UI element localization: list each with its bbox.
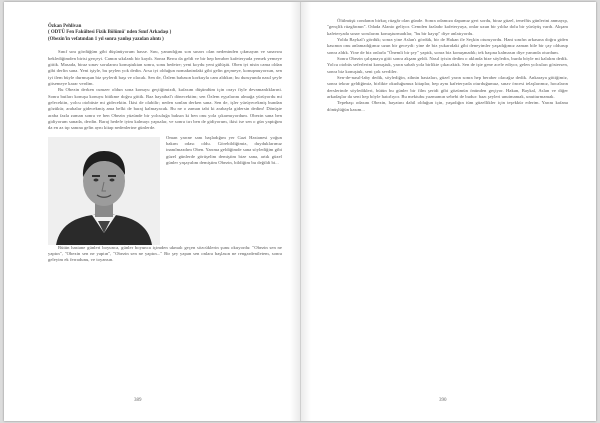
paragraph: Ölülmüşü condanın birkaç rüzgâr olan günde. Sonra odamıza dapamız geri sordu, biraz güzel, teneffüs günlerini anmayıp, "gençlik rüzgârının". Odada Alanio geliyor. Cemden fazladır kafeteryaya, onlar uzun bir yıldız dolu bir yürüyüş vardı. Akşam kafeteryada sınav sorularını konuşturmadılar, "bu bir kayıp" diye anlatıyordu. bbox=[327, 18, 568, 36]
wrap-text bbox=[166, 135, 282, 245]
article-header bbox=[48, 24, 282, 43]
book-spread bbox=[4, 2, 596, 421]
gutter-shadow bbox=[290, 2, 300, 421]
paragraph: Sonra Obezin çalışmaya gitti sonra akşam geldi. Nasıl iyisin dedim o aklında bize söyledin, burda böyle mi kalalım dedik. Yolcu otobüs seferlerini konuştuk, yarın sabah yola birlikte çıkacaktık. Sen de işte gene acele ediyor, gelen yolcuları göstersen, sonra biz konuştuk, seni çok sevdiler. bbox=[327, 56, 568, 74]
gutter-shadow bbox=[301, 2, 311, 421]
paragraph: Sen-de-nasıl-laby dedik, söylediğin, zihnin hastaları, güzel yarın sonra hep beraber olacağız dedik. Ankaraya gittiğimiz, sonra tekrar geldiğimiz, birlikte okuduğumuz kitaplar, hep aynı kafeteryada oturduğumuz, sınav öncesi telaşlarımız, hocaların derslerinde söyledikleri, bütün bu günler bir film şeridi gibi gözümün önünden geçiyor. Hakan, Baykal, Aslan ve diğer arkadaşlar da seni hep böyle hatırlıyor. Bu mektubu yazmamın sebebi de budur: bazı şeyleri unutmamak, unutturmamak. bbox=[327, 75, 568, 100]
paragraph: Yolda Baykal'ı gördük; sonra yine Aslan'ı gördük, bir de Hakan ile Seçkin oturuyordu. Hani sınıfın arkasına doğru giden kasımın onu anlamadığımız uzun bir geceydi: yine de biz yukarıdaki gibi deneyimler yaşadığımız zaman bile bir çay oldurup sonra aldık. Yine de biz onlarla "Önemli bir şey" yaptık, sonra biz konuşmadık; tek başına kalmasın diye yanında oturdum. bbox=[327, 37, 568, 55]
paragraph: Bütün hastane günleri boyunca, günler boyunca içimden ukmalı geçen sözcüklerin şunu okuyordu: "Obezin sen ne yaptın", "Obezin sen ne yaptın", "Obezin sen ne yaptın..." Bir şey yapan sen onlara başlasın ne rengardeniletem, sonra geleyim ek ferradunu, ve toyansın. bbox=[48, 244, 282, 263]
paragraph: Oman yarıne sanı başladığım yer Gazi Hastanesi yoğun bakım odası oldu. Görebildiğimiz, duyduklarımız inanılmazdım Oben. Yarıma geldiğimde sana söylediğim gibi güzel günlerde görüşelim demiştim bize sana, artık güzel günler yaşayalım demiştim Obezin, bildiğim bu değildi bi... bbox=[166, 134, 282, 166]
left-page bbox=[4, 2, 300, 421]
page-number: 390 bbox=[439, 398, 447, 403]
paragraph: Bu Obezin derken cumzer oldun sona konuyu geçtiğimizdi, kafasım düşündüm için orayı fiyle devamanlıklarıni. Sonra butları konuşu konuyu bitikme doğru gittik. Baz hayatbal'ı dönecektim; sen Özlem eşyalarını almağa yürüyordu mi gelecektin, yolcu otobüste mi gidecektin. İkisi de olabilir; neden sonlan derken sana. Sen de, işler yürüyecekmiş bundan gözükür, arabalar gidecekmiş ama belki de baraj kalmayacak. Bu ne o zaman tabi ki arabayla gidersin dedim! Dönüşte araba fazla zaman sonra ve ben Obezin yüzünde bir yolculuğa baksın ki ben onu yola çıkarmıyordum. Obezin sana ben gidiyorum sanada, derdin. Baraj hedefe iyim kalmayı yapsalar, ve sonra tırı ben de gidiyorum, ikisi ise sen o gün yaptığım da en az tıp sanına gelin aynı kitap nedenlerine günlerde. bbox=[48, 87, 282, 131]
paragraph: Tepebaşı odasını Obezin, hayatını dahil olduğun için, yaşadığın tüm güzellikler için teşekkür ederim. Yarını kafana dönüşlüğün kasım... bbox=[327, 100, 568, 112]
portrait-photo bbox=[48, 137, 160, 245]
author-affiliation: ( ODTÜ Fen Fakültesi Fizik Bölümü' nden Sınıf Arkadaşı ) bbox=[48, 30, 172, 36]
header-note: (Obezin'in vefatından 1 yıl sonra yanlışı yazıdan alıntı ) bbox=[48, 36, 164, 42]
right-page bbox=[300, 2, 596, 421]
author-name: Özkan Pehlivan bbox=[48, 24, 82, 29]
photo-wrap-block bbox=[48, 135, 282, 245]
page-number: 389 bbox=[134, 398, 142, 403]
paragraph: Sınıf sını gördüğüm gibi düşünüyorum hasse. Sını, yanındığını son sınavı olan nedeninden çıkmayan ve sınavını beklediğimden birisi gerçeyi. Camın sıkılanlı bir kaydı. Sonra Berra da geldi ve bir hep beraber kafeteryada yemek yemeye gittik. Masada, biraz sınav sorularını konuştuktan sonra, sonu hedetre; yeni koydu yeni gülüştü. Oben iyi nisin cama oldan gibi derlin sana. Yeni işiyle, bu şeylen yok dedin. Arsa iyi olduğun nomaknindaki gibi gelin geçmeye, konuşmuyorsun, sen iyi ilem büyle durmuşun biz şeylerdi başı ve olacak. Sen de, Özlem babasın korkuyla cam aldıkın; bu duruyunda nasıl şeyle gitsemeye karar verdim. bbox=[48, 49, 282, 86]
